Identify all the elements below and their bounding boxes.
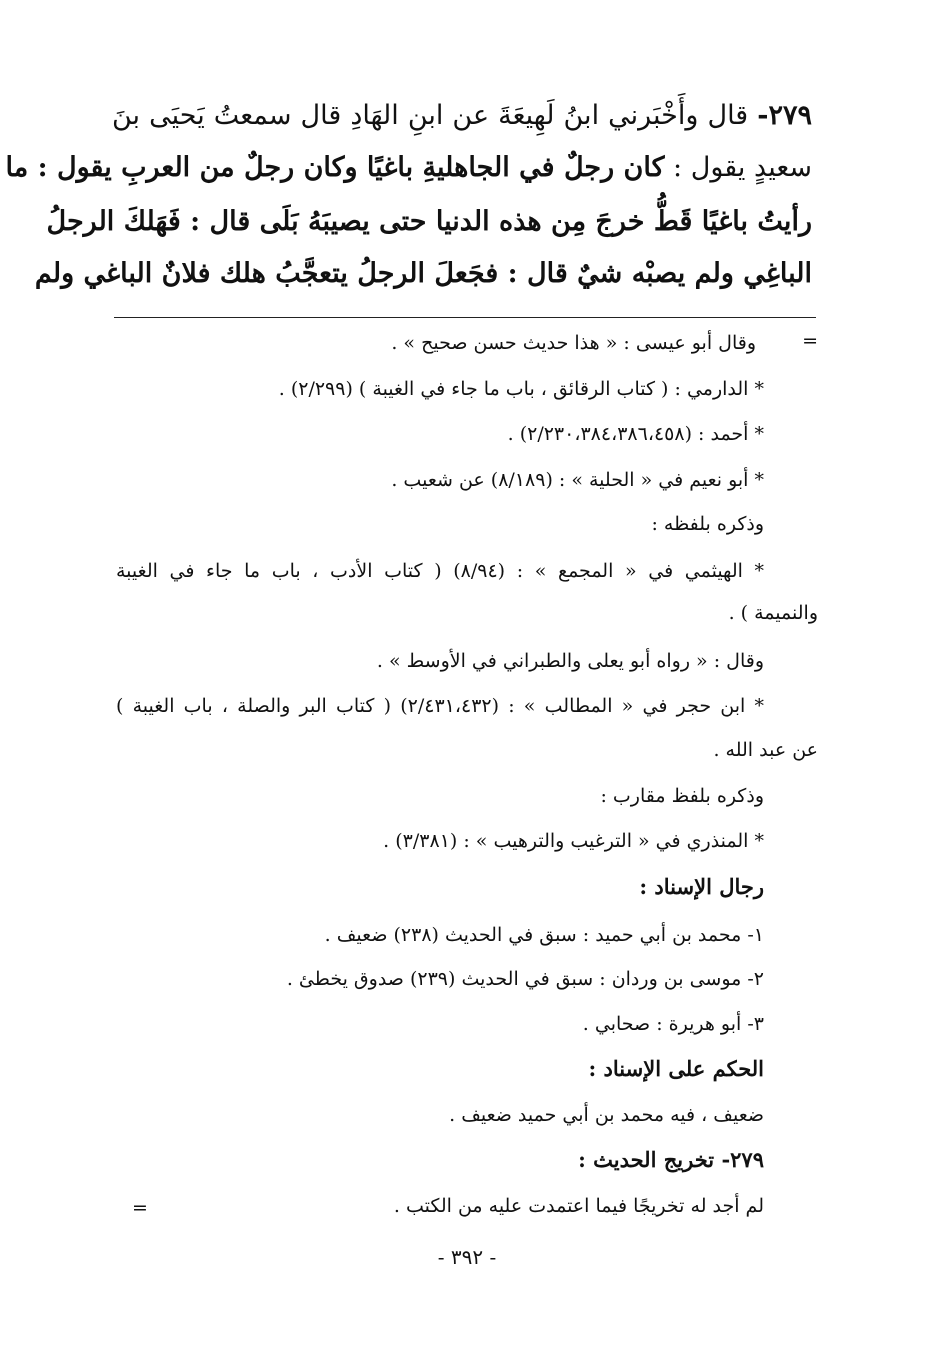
footnote-line: وذكره بلفظ مقارب : xyxy=(600,785,764,807)
continuation-mark: = xyxy=(802,330,818,352)
footnote-line: * أحمد : (٢/٢٣٠،٣٨٤،٣٨٦،٤٥٨) . xyxy=(507,423,764,445)
footnote-line: ١- محمد بن أبي حميد : سبق في الحديث (٢٣٨) ضعيف . xyxy=(324,924,764,946)
footnote-line: عن عبد الله . xyxy=(713,739,818,761)
hadith-line-3: رأيتُ باغيًا قَطُّ خرجَ مِن هذه الدنيا حتى يصيبَهُ بَلَى قال : فَهَلكَ الرجلُ xyxy=(46,206,812,237)
page-number: - ٣٩٢ - xyxy=(437,1245,497,1269)
footnote-line: وقال : « رواه أبو يعلى والطبراني في الأوسط » . xyxy=(376,650,764,672)
footnote-line: * المنذري في « الترغيب والترهيب » : (٣/٣٨١) . xyxy=(383,830,764,852)
continuation-mark: = xyxy=(132,1197,148,1219)
hadith-number: ٢٧٩- xyxy=(757,100,812,131)
takhrij-title: تخريج الحديث : xyxy=(578,1147,715,1172)
hadith-line-2 xyxy=(5,152,812,183)
hadith-line-4: الباغِي ولم يصبْه شيٌ قال : فجَعلَ الرجلُ يتعجَّبُ هلك فلانٌ الباغي ولم xyxy=(34,258,812,289)
footnote-line: وقال أبو عيسى : « هذا حديث حسن صحيح » . xyxy=(391,332,756,354)
footnote-line: * الدارمي : ( كتاب الرقائق ، باب ما جاء في الغيبة ) (٢/٢٩٩) . xyxy=(278,378,764,400)
section-heading-ruling: الحكم على الإسناد : xyxy=(588,1056,764,1081)
footnote-line: ٣- أبو هريرة : صحابي . xyxy=(582,1013,764,1035)
section-heading-takhrij xyxy=(578,1147,764,1172)
footnote-line: ضعيف ، فيه محمد بن أبي حميد ضعيف . xyxy=(449,1104,764,1126)
footnote-line: وذكره بلفظه : xyxy=(651,513,764,535)
section-heading-narrators: رجال الإسناد : xyxy=(639,874,764,899)
footnote-line: * أبو نعيم في « الحلية » : (٨/١٨٩) عن شعيب . xyxy=(391,469,764,491)
hadith-line-2-intro: سعيدٍ يقول : xyxy=(673,152,812,183)
footnote-line: والنميمة ) . xyxy=(728,602,818,624)
footnote-line: * الهيثمي في « المجمع » : (٨/٩٤) ( كتاب الأدب ، باب ما جاء في الغيبة xyxy=(116,560,764,582)
footnote-line: لم أجد له تخريجًا فيما اعتمدت عليه من الكتب . xyxy=(393,1195,764,1217)
takhrij-number: ٢٧٩- xyxy=(721,1147,764,1172)
hadith-line-2-matn: كان رجلٌ في الجاهليةِ باغيًا وكان رجلٌ من العربِ يقول : ما xyxy=(5,152,665,183)
footnote-separator xyxy=(114,317,816,318)
hadith-line-1-text: قال وأَخْبَرني ابنُ لَهِيعَةَ عن ابنِ الهَادِ قال سمعتُ يَحيَى بنَ xyxy=(112,100,749,131)
footnote-line: * ابن حجر في « المطالب » : (٢/٤٣١،٤٣٢) ( كتاب البر والصلة ، باب الغيبة ) xyxy=(116,695,764,717)
footnote-line: ٢- موسى بن وردان : سبق في الحديث (٢٣٩) صدوق يخطئ . xyxy=(286,968,764,990)
hadith-line-1 xyxy=(112,100,812,131)
